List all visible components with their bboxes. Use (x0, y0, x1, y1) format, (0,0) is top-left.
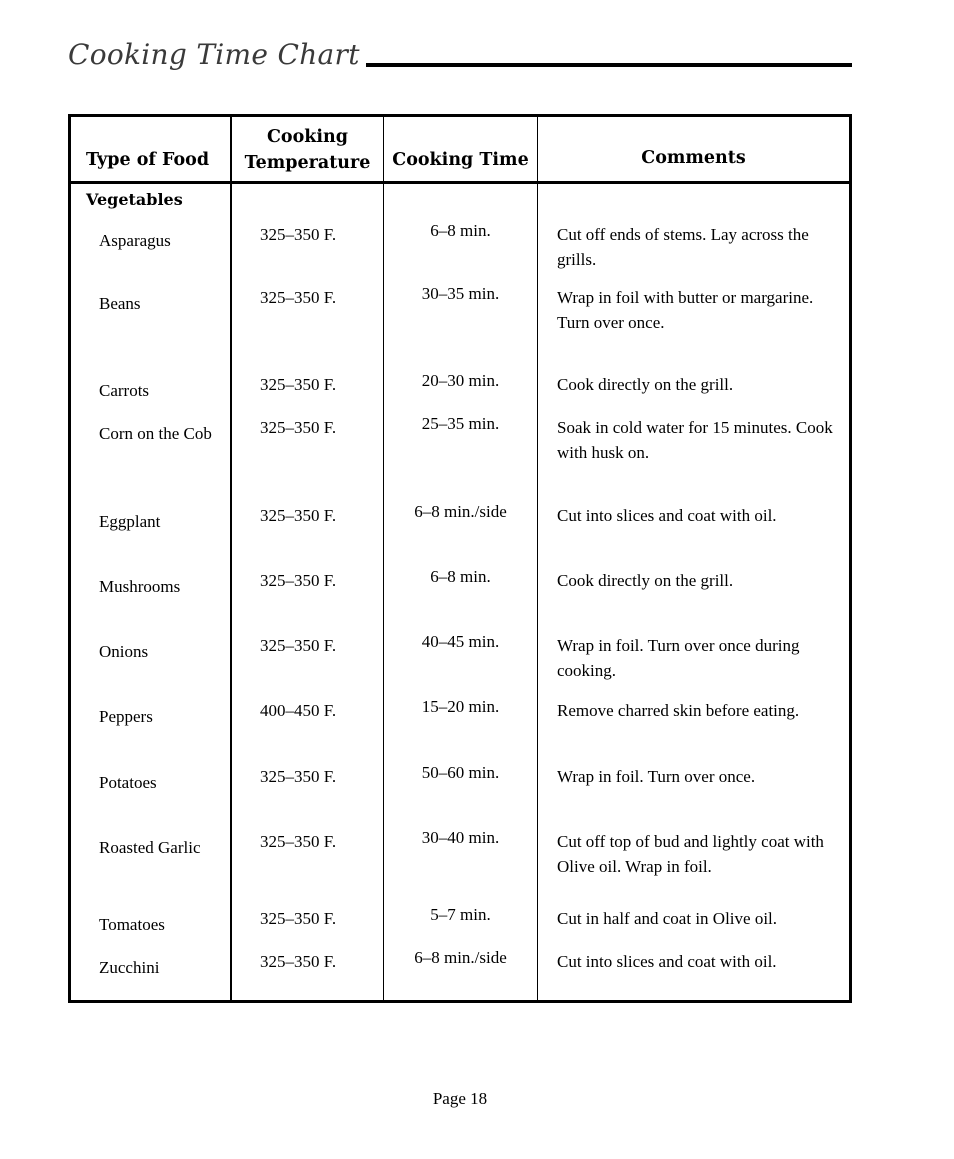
header-divider (71, 181, 849, 184)
table-row (71, 221, 849, 269)
cooking-time: 6–8 min./side (414, 948, 507, 967)
header-cooking-time: Cooking Time (392, 150, 529, 170)
comment: Wrap in foil with butter or margarine. Turn over once. (557, 288, 814, 332)
comment: Wrap in foil. Turn over once during cooking. (557, 636, 800, 680)
cooking-time: 15–20 min. (421, 697, 500, 716)
title-rule (366, 63, 852, 67)
cooking-temperature: 325–350 F. (260, 418, 337, 437)
table-row (71, 414, 849, 462)
comment: Soak in cold water for 15 minutes. Cook with husk on. (557, 418, 833, 462)
page-title: Cooking Time Chart (68, 38, 360, 71)
header-cooking-temperature: Cooking Temperature (244, 127, 371, 173)
table-row (71, 948, 849, 977)
table-row (71, 763, 849, 792)
cooking-temperature: 325–350 F. (260, 571, 337, 590)
food-name: Beans (99, 294, 141, 313)
food-name: Potatoes (99, 773, 157, 792)
comment: Wrap in foil. Turn over once. (557, 767, 756, 786)
cooking-time: 20–30 min. (421, 371, 500, 390)
comment: Cut off top of bud and lightly coat with Olive oil. Wrap in foil. (557, 832, 824, 876)
cooking-temperature: 325–350 F. (260, 375, 337, 394)
cooking-time: 6–8 min./side (414, 502, 507, 521)
table-row (71, 567, 849, 596)
food-name: Asparagus (99, 231, 171, 250)
comment: Remove charred skin before eating. (557, 701, 800, 720)
cooking-temperature: 325–350 F. (260, 506, 337, 525)
comment: Cut into slices and coat with oil. (557, 952, 777, 971)
table-row (71, 828, 849, 876)
cooking-time: 40–45 min. (421, 632, 500, 651)
food-name: Zucchini (99, 958, 160, 977)
cooking-temperature: 325–350 F. (260, 636, 337, 655)
cooking-time: 30–35 min. (421, 284, 500, 303)
cooking-time: 6–8 min. (430, 567, 491, 586)
cooking-time: 50–60 min. (421, 763, 500, 782)
comment: Cook directly on the grill. (557, 375, 734, 394)
table-row (71, 632, 849, 680)
food-name: Carrots (99, 381, 150, 400)
header-type-of-food: Type of Food (86, 150, 210, 170)
cooking-temperature: 400–450 F. (260, 701, 337, 720)
page-number: Page 18 (432, 1089, 488, 1108)
food-name: Eggplant (99, 512, 161, 531)
table-row (71, 905, 849, 934)
cooking-time: 30–40 min. (421, 828, 500, 847)
food-name: Peppers (99, 707, 153, 726)
cooking-temperature: 325–350 F. (260, 288, 337, 307)
food-name: Roasted Garlic (99, 838, 201, 857)
section-label: Vegetables (86, 190, 183, 209)
comment: Cook directly on the grill. (557, 571, 734, 590)
cooking-time: 25–35 min. (421, 414, 500, 433)
food-name: Onions (99, 642, 149, 661)
comment: Cut into slices and coat with oil. (557, 506, 777, 525)
column-divider (230, 117, 232, 1000)
cooking-temperature: 325–350 F. (260, 952, 337, 971)
food-name: Tomatoes (99, 915, 165, 934)
column-divider (537, 117, 538, 1000)
table-row (71, 502, 849, 531)
column-divider (383, 117, 384, 1000)
cooking-time: 6–8 min. (430, 221, 491, 240)
table-row (71, 284, 849, 332)
food-name: Corn on the Cob (99, 424, 212, 443)
comment: Cut off ends of stems. Lay across the grills. (557, 225, 809, 269)
cooking-temperature: 325–350 F. (260, 767, 337, 786)
header-comments: Comments (641, 148, 746, 168)
table-row (71, 371, 849, 400)
cooking-time-table (68, 114, 852, 1003)
comment: Cut in half and coat in Olive oil. (557, 909, 778, 928)
cooking-temperature: 325–350 F. (260, 832, 337, 851)
cooking-time: 5–7 min. (430, 905, 491, 924)
cooking-temperature: 325–350 F. (260, 909, 337, 928)
cooking-temperature: 325–350 F. (260, 225, 337, 244)
table-row (71, 697, 849, 726)
food-name: Mushrooms (99, 577, 181, 596)
